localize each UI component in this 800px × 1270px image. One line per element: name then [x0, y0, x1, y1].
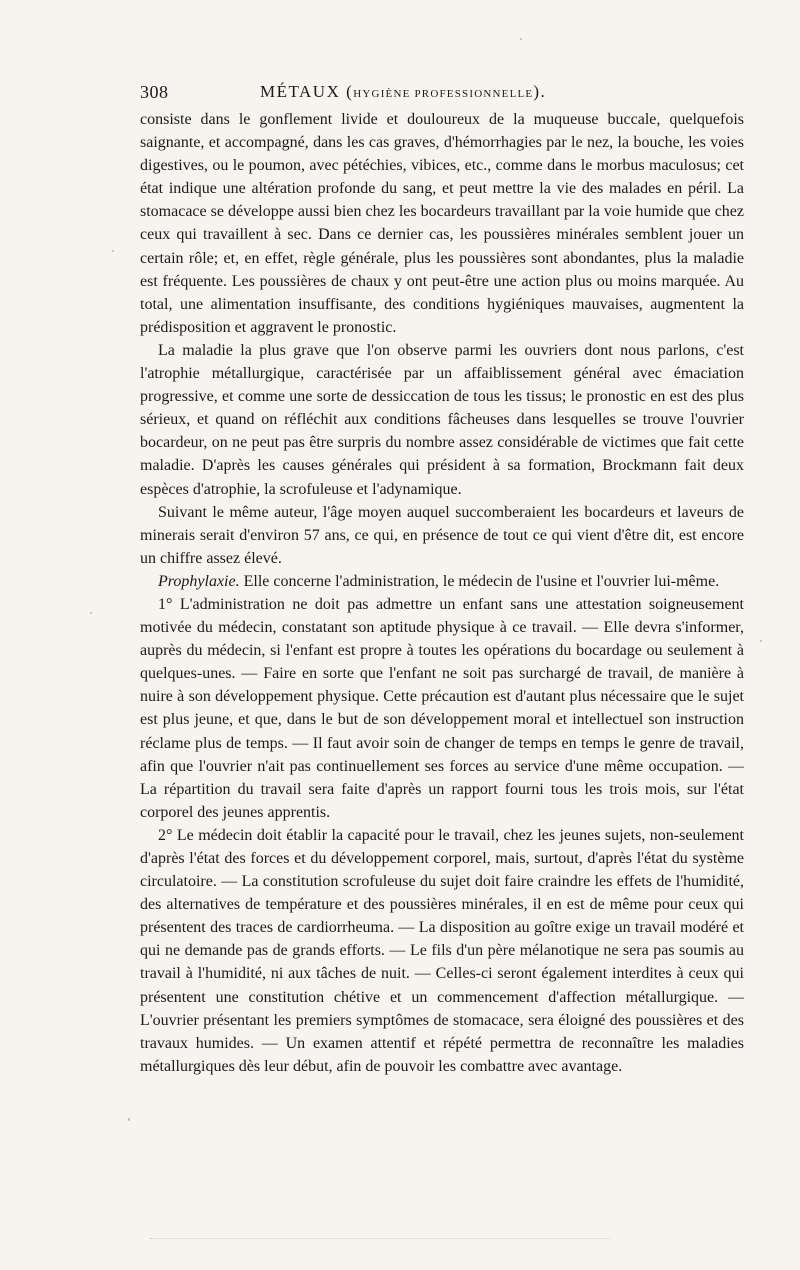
paragraph-stomacace-continued	[140, 108, 744, 339]
running-title	[260, 82, 546, 102]
paragraph-text: consiste dans le gonflement livide et douloureux de la muqueuse buccale, quelquefois saignante, et accompagné, dans les cas graves, d'hémorrhagies par le nez, la bouche, les voies digestives, ou le poumon, avec pétéchies, vibices, etc., comme dans le morbus maculosus; cet état indique une altération profonde du sang, et peut mettre la vie des malades en péril. La stomacace se développe aussi bien chez les bocardeurs travaillant par la voie humide que chez ceux qui travaillent à sec. Dans ce dernier cas, les poussières minérales semblent jouer un certain rôle; et, en effet, règle générale, plus les poussières sont abondantes, plus la maladie est fréquente. Les poussières de chaux y ont peut-être une action plus ou moins marquée. Au total, une alimentation insuffisante, des conditions hygiéniques mauvaises, augmentent la prédisposition et aggravent le pronostic.	[140, 111, 744, 336]
paper-speck	[520, 38, 522, 40]
paper-speck	[112, 250, 114, 252]
running-title-end: ).	[533, 82, 547, 101]
paper-speck	[128, 1118, 130, 1121]
running-title-main: MÉTAUX (	[260, 82, 354, 101]
paragraph-administration	[140, 593, 744, 824]
body-text	[140, 108, 744, 1078]
paper-speck	[90, 612, 92, 614]
paragraph-age-moyen	[140, 501, 744, 570]
paper-speck	[760, 640, 762, 642]
running-head	[140, 82, 750, 108]
paragraph-text: La maladie la plus grave que l'on observe parmi les ouvriers dont nous parlons, c'est l'atrophie métallurgique, caractérisée par un affaiblissement général avec émaciation progressive, et comme une sorte de dessiccation de tous les tissus; le pronostic en est des plus sérieux, et quand on réfléchit aux conditions fâcheuses dans lesquelles se trouve l'ouvrier bocardeur, on ne peut pas être surpris du nombre assez considérable de victimes que fait cette maladie. D'après les causes générales qui président à sa formation, Brockmann fait deux espèces d'atrophie, la scrofuleuse et l'adynamique.	[140, 341, 744, 498]
bottom-bleed-through	[150, 1238, 610, 1239]
running-title-subtitle: HYGIÈNE PROFESSIONNELLE	[353, 88, 534, 100]
paragraph-atrophie	[140, 339, 744, 501]
paragraph-prophylaxie	[140, 570, 744, 593]
page-number: 308	[140, 82, 169, 102]
paragraph-text: 2° Le médecin doit établir la capacité pour le travail, chez les jeunes sujets, non-seulement d'après l'état des forces et du développement corporel, mais, surtout, d'après l'état du système circulatoire. — La constitution scrofuleuse du sujet doit faire craindre les effets de l'humidité, des alternatives de température et des poussières minérales, il en est de même pour ceux qui présentent des traces de cardiorrheuma. — La disposition au goître exige un travail modéré et qui ne demande pas de grands efforts. — Le fils d'un père mélanotique ne sera pas soumis au travail à l'humidité, ni aux tâches de nuit. — Celles-ci seront également interdites à ceux qui présentent une constitution chétive et un commencement d'affection métallurgique. — L'ouvrier présentant les premiers symptômes de stomacace, sera éloigné des poussières et des travaux humides. — Un examen attentif et répété permettra de reconnaître les maladies métallurgiques dès leur début, afin de pouvoir les combattre avec avantage.	[140, 826, 744, 1075]
paragraph-text: 1° L'administration ne doit pas admettre un enfant sans une attestation soigneusement motivée du médecin, constatant son aptitude physique à ce travail. — Elle devra s'informer, auprès du médecin, si l'enfant est propre à toutes les opérations du bocardage ou seulement à quelques-unes. — Faire en sorte que l'enfant ne soit pas surchargé de travail, de manière à nuire à son développement physique. Cette précaution est d'autant plus nécessaire que le sujet est plus jeune, et que, dans le but de son développement moral et intellectuel son instruction réclame plus de temps. — Il faut avoir soin de changer de temps en temps le genre de travail, afin que l'ouvrier n'ait pas continuellement ses forces au service d'une même occupation. — La répartition du travail sera faite d'après un rapport fourni tous les trois mois, sur l'état corporel des jeunes apprentis.	[140, 595, 744, 821]
paragraph-text: Elle concerne l'administration, le médecin de l'usine et l'ouvrier lui-même.	[239, 572, 720, 590]
paragraph-lead: Prophylaxie.	[158, 572, 240, 590]
paragraph-text: Suivant le même auteur, l'âge moyen auquel succomberaient les bocardeurs et laveurs de minerais serait d'environ 57 ans, ce qui, en présence de tout ce qui vient d'être dit, est encore un chiffre assez élevé.	[140, 503, 744, 567]
paragraph-medecin	[140, 824, 744, 1078]
